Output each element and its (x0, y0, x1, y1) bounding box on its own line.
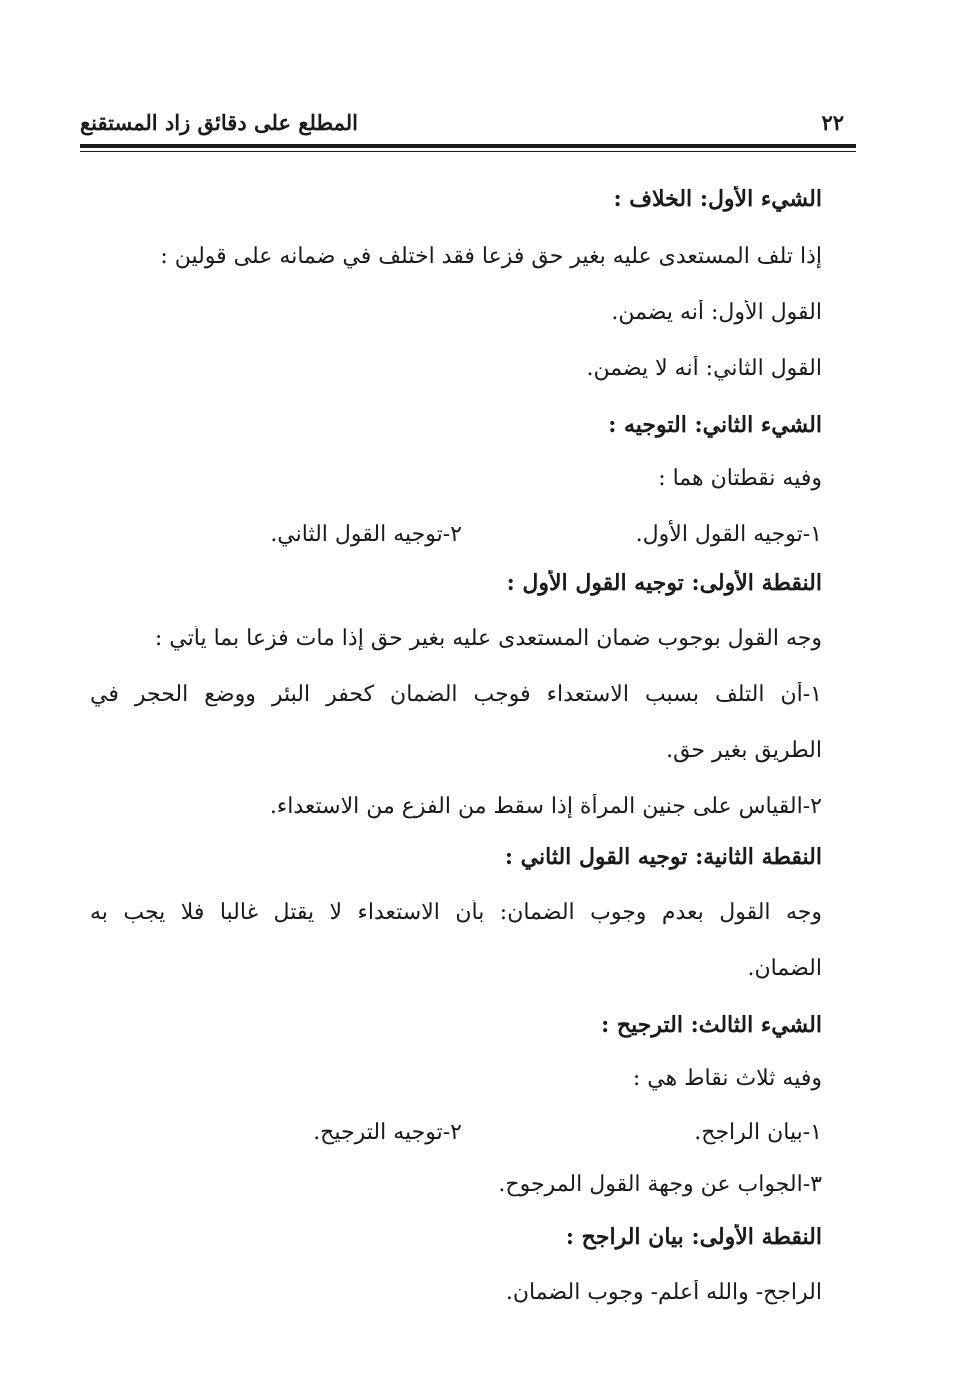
header-rule-thick (80, 144, 856, 148)
header-rule-thin (80, 151, 856, 152)
paragraph: وفيه نقطتان هما : (658, 466, 822, 491)
paragraph: القول الثاني: أنه لا يضمن. (586, 356, 822, 381)
list-item: ٢-توجيه القول الثاني. (270, 522, 462, 547)
paragraph: الطريق بغير حق. (666, 738, 822, 763)
list-item: ١-توجيه القول الأول. (635, 522, 822, 547)
list-row (222, 522, 822, 547)
paragraph: وجه القول بعدم وجوب الضمان: بأن الاستعداء لا يقتل غالبا فلا يجب به (90, 900, 822, 925)
heading-point-two: النقطة الثانية: توجيه القول الثاني : (504, 844, 822, 870)
running-header (80, 108, 856, 144)
paragraph: وجه القول بوجوب ضمان المستعدى عليه بغير حق إذا مات فزعا بما يأتي : (154, 626, 822, 651)
paragraph: الراجح- والله أعلم- وجوب الضمان. (505, 1280, 822, 1305)
list-row (222, 1120, 822, 1145)
heading-first-thing: الشيء الأول: الخلاف : (613, 186, 822, 212)
list-item: ٣-الجواب عن وجهة القول المرجوح. (498, 1172, 822, 1197)
paragraph: ٢-القياس على جنين المرأة إذا سقط من الفزع من الاستعداء. (269, 794, 822, 819)
list-item: ٢-توجيه الترجيح. (313, 1120, 462, 1145)
paragraph: الضمان. (747, 956, 822, 981)
book-title: المطلع على دقائق زاد المستقنع (80, 110, 359, 135)
list-item: ١-بيان الراجح. (694, 1120, 822, 1145)
paragraph: القول الأول: أنه يضمن. (611, 300, 822, 325)
page-number: ٢٢ (821, 110, 844, 135)
heading-third-thing: الشيء الثالث: الترجيح : (601, 1012, 822, 1038)
paragraph: إذا تلف المستعدى عليه بغير حق فزعا فقد اختلف في ضمانه على قولين : (160, 244, 822, 269)
heading-point-one: النقطة الأولى: توجيه القول الأول : (506, 570, 822, 596)
heading-second-thing: الشيء الثاني: التوجيه : (608, 412, 822, 438)
paragraph: وفيه ثلاث نقاط هي : (632, 1066, 822, 1091)
paragraph: ١-أن التلف بسبب الاستعداء فوجب الضمان كحفر البئر ووضع الحجر في (90, 682, 822, 707)
heading-point-one-preferred: النقطة الأولى: بيان الراجح : (565, 1224, 822, 1250)
